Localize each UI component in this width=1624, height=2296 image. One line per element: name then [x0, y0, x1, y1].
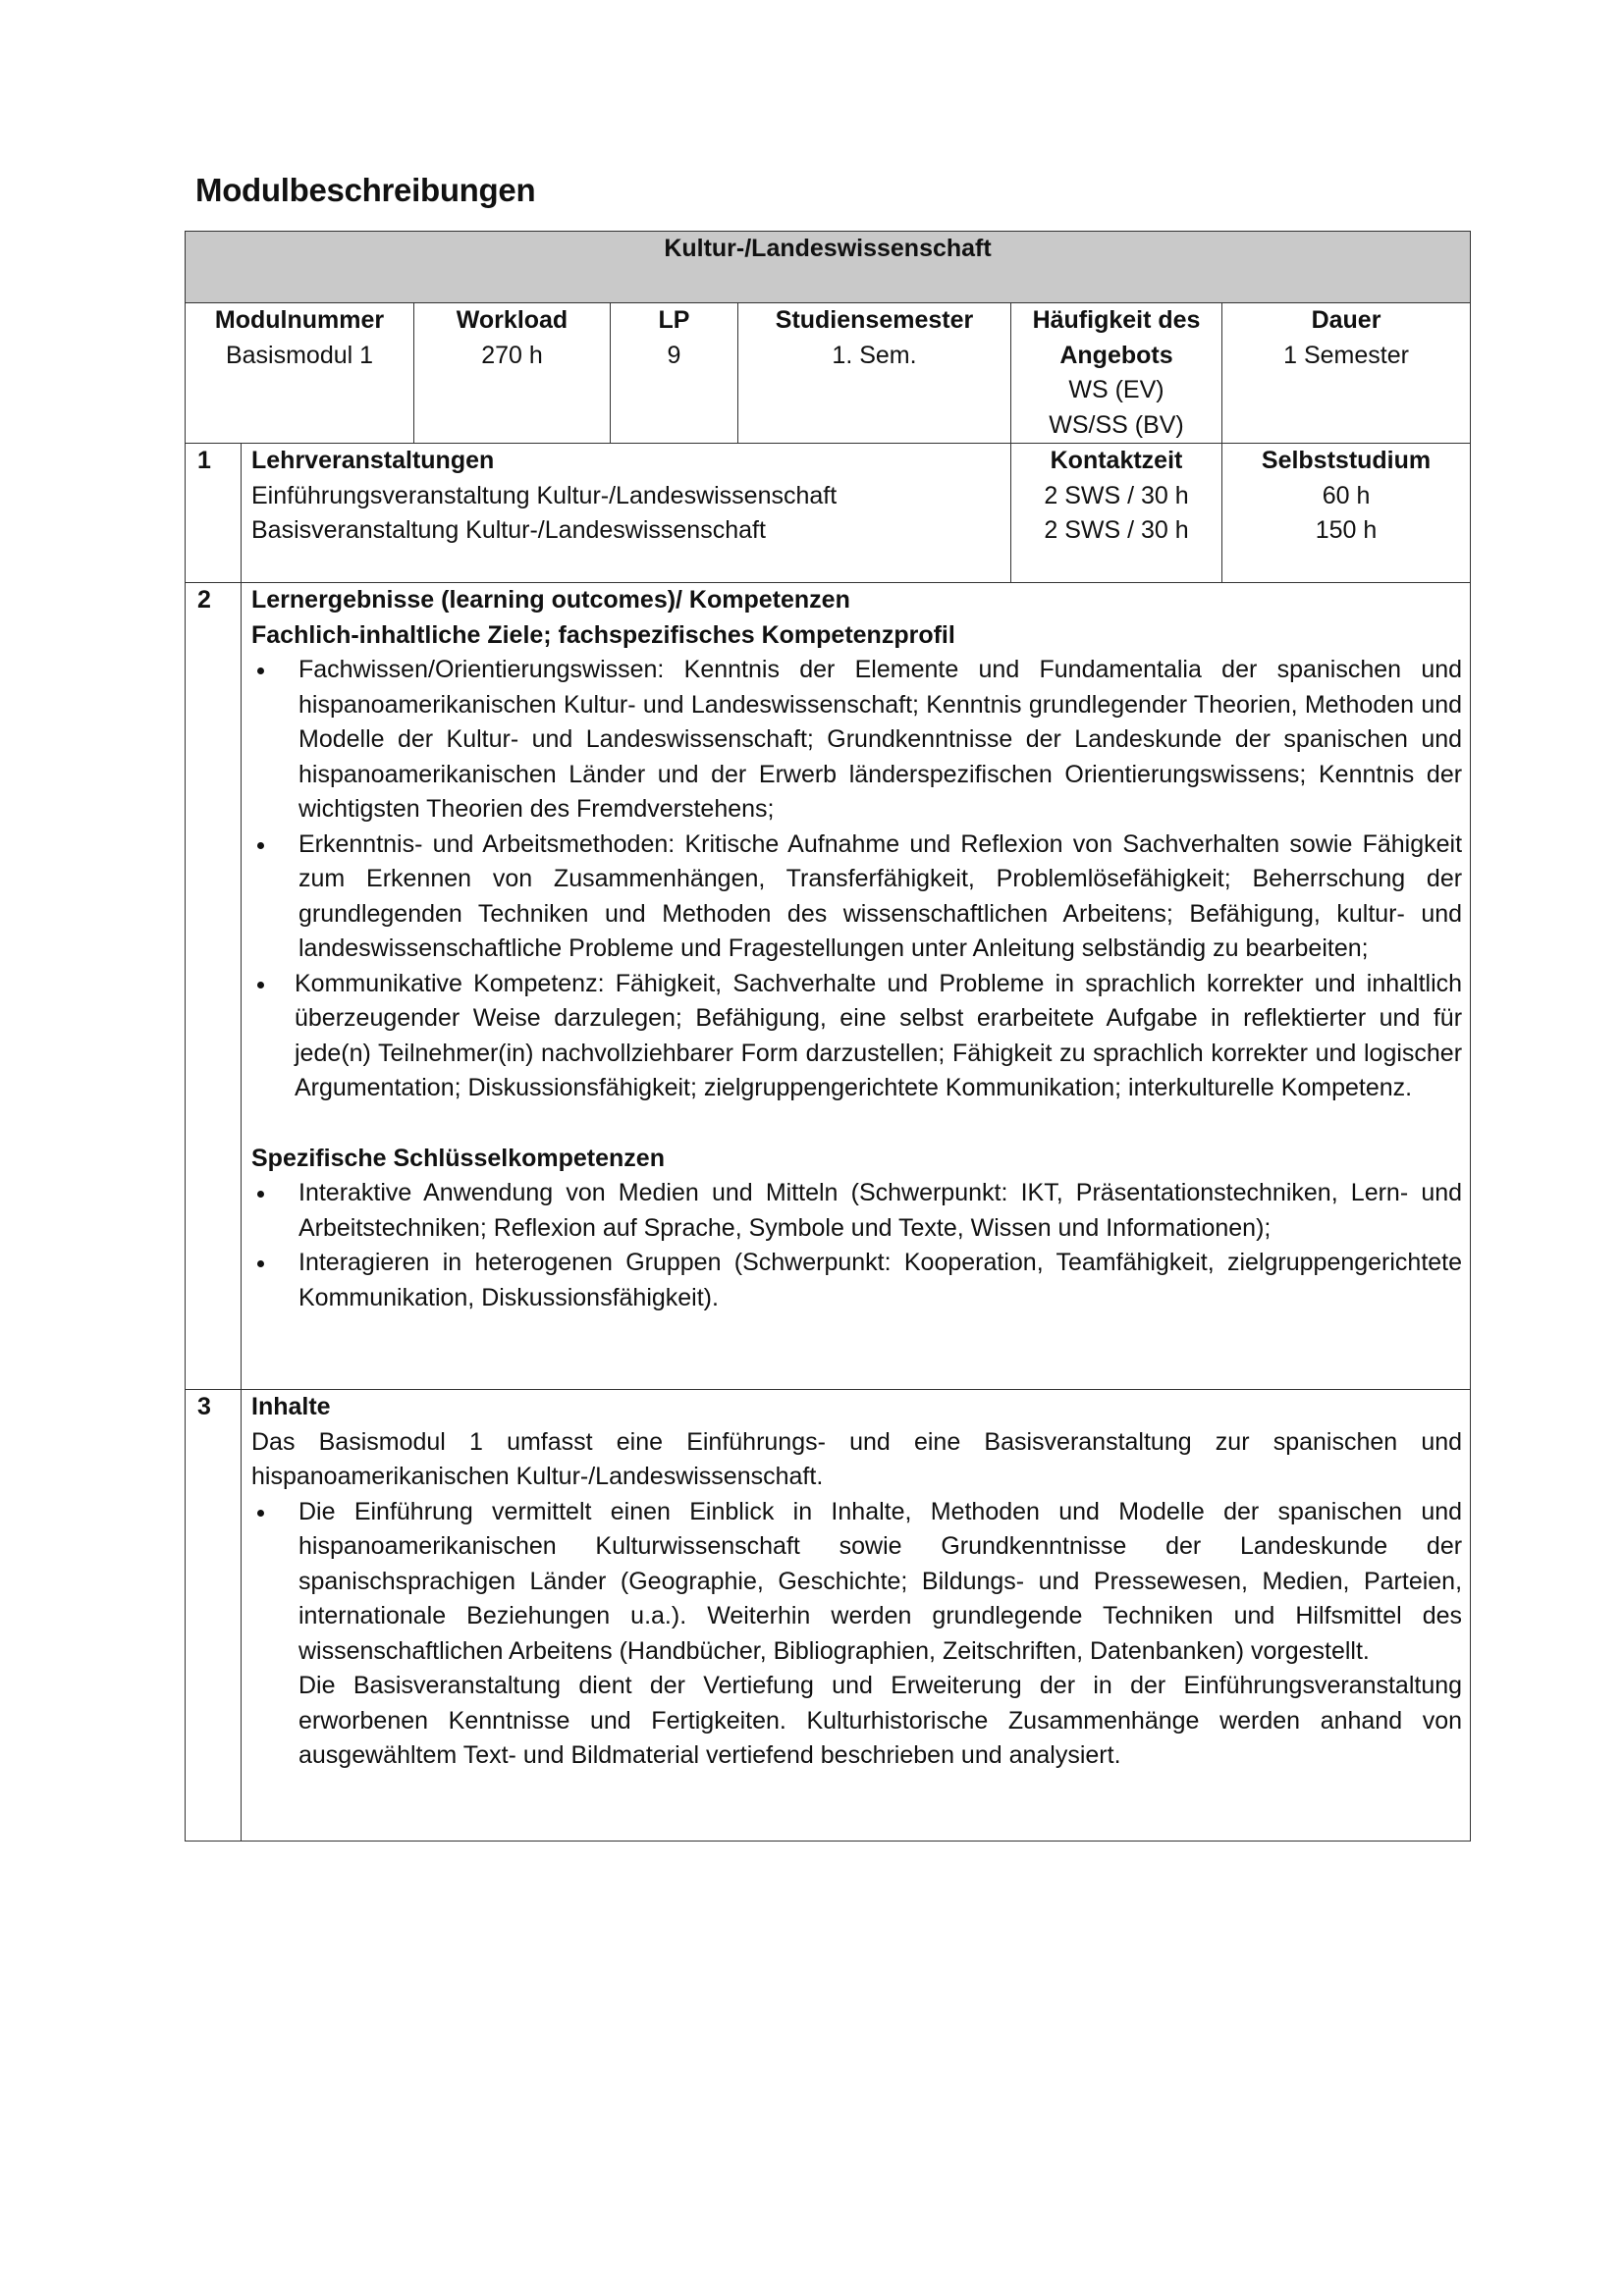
module-info-row [186, 303, 1471, 444]
lp-value: 9 [667, 341, 681, 369]
dauer-label: Dauer [1311, 306, 1381, 334]
haeufigkeit-value: WS (EV) [1068, 376, 1164, 403]
lehrveranstaltungen-heading: Lehrveranstaltungen [251, 447, 495, 474]
studiensemester-label: Studiensemester [775, 306, 974, 334]
haeufigkeit-cell [1011, 303, 1222, 444]
studiensemester-cell [738, 303, 1011, 444]
dauer-cell [1222, 303, 1471, 444]
kontaktzeit-value: 2 SWS / 30 h [1044, 481, 1189, 509]
section-3-number: 3 [186, 1390, 242, 1842]
haeufigkeit-label: Häufigkeit des [1032, 306, 1201, 334]
selbststudium-value: 150 h [1315, 516, 1378, 544]
lernergebnisse-cell [242, 583, 1471, 1390]
studiensemester-value: 1. Sem. [832, 341, 917, 369]
goals-list [251, 653, 1462, 1106]
module-table [185, 231, 1471, 1842]
inhalte-cell [242, 1390, 1471, 1842]
modulnummer-label: Modulnummer [214, 306, 385, 334]
section-1-row [186, 444, 1471, 583]
inhalte-intro: Das Basismodul 1 umfasst eine Einführungs- und eine Basisveranstaltung zur spanischen und hispanoamerikanischen Kultur-/Landeswissenschaft. [251, 1427, 1463, 1490]
modulnummer-cell [186, 303, 414, 444]
section-1-number: 1 [186, 444, 242, 583]
course-item: Einführungsveranstaltung Kultur-/Landeswissenschaft [251, 481, 838, 509]
workload-value: 270 h [481, 341, 543, 369]
lehrveranstaltungen-cell [242, 444, 1011, 583]
course-item: Basisveranstaltung Kultur-/Landeswissenschaft [251, 516, 766, 544]
module-title: Kultur-/Landeswissenschaft [186, 232, 1471, 303]
list-item: Fachwissen/Orientierungswissen: Kenntnis der Elemente und Fundamentalia der spanischen und hispanoamerikanischen Kultur- und Landeswissenschaft; Kenntnis grundlegender Theorien, Methoden und Modelle der Kultur- und Landeswissenschaft; Grundkenntnisse der Landeskunde der spanischen und hispanoamerikanischen Länder und der Erwerb länderspezifischen Orientierungswissens; Kenntnis der wichtigsten Theorien des Fremdverstehens; [251, 653, 1462, 828]
inhalte-bullet-continuation: Die Basisveranstaltung dient der Vertiefung und Erweiterung der in der Einführungsveranstaltung erworbenen Kenntnisse und Fertigkeiten. Kulturhistorische Zusammenhänge werden anhand von ausgewähltem Text- und Bildmaterial vertiefend beschrieben und analysiert. [298, 1672, 1463, 1769]
fachliche-ziele-heading: Fachlich-inhaltliche Ziele; fachspezifisches Kompetenzprofil [251, 620, 955, 649]
schluesselkompetenzen-heading: Spezifische Schlüsselkompetenzen [251, 1144, 665, 1172]
key-competencies-list [251, 1176, 1462, 1315]
selbststudium-value: 60 h [1322, 481, 1371, 509]
list-item [251, 1495, 1462, 1774]
section-3-row [186, 1390, 1471, 1842]
selbststudium-cell [1222, 444, 1471, 583]
kontaktzeit-label: Kontaktzeit [1050, 447, 1183, 474]
page-title: Modulbeschreibungen [195, 172, 536, 208]
inhalte-heading: Inhalte [251, 1393, 331, 1420]
section-2-number: 2 [186, 583, 242, 1390]
selbststudium-label: Selbststudium [1261, 447, 1432, 474]
lp-label: LP [658, 306, 690, 334]
section-2-row [186, 583, 1471, 1390]
haeufigkeit-label-2: Angebots [1059, 341, 1173, 369]
workload-label: Workload [456, 306, 568, 334]
inhalte-bullet-text: Die Einführung vermittelt einen Einblick in Inhalte, Methoden und Modelle der spanischen und hispanoamerikanischen Kulturwissenschaft sowie Grundkenntnisse der Landeskunde der spanischsprachigen Länder (Geographie, Geschichte; Bildungs- und Pressewesen, Medien, Parteien, internationale Beziehungen u.a.). Weiterhin werden grundlegende Techniken und Hilfsmittel des wissenschaftlichen Arbeitens (Handbücher, Bibliographien, Zeitschriften, Datenbanken) vorgestellt. [298, 1497, 1463, 1665]
workload-cell [414, 303, 611, 444]
dauer-value: 1 Semester [1283, 341, 1409, 369]
modulnummer-value: Basismodul 1 [225, 341, 374, 369]
list-item: Erkenntnis- und Arbeitsmethoden: Kritische Aufnahme und Reflexion von Sachverhalten sowie Fähigkeit zum Erkennen von Zusammenhängen, Transferfähigkeit, Problemlösefähigkeit; Beherrschung der grundlegenden Techniken und Methoden des wissenschaftlichen Arbeitens; Befähigung, kultur- und landeswissenschaftliche Probleme und Fragestellungen unter Anleitung selbständig zu bearbeiten; [251, 828, 1462, 967]
list-item: Kommunikative Kompetenz: Fähigkeit, Sachverhalte und Probleme in sprachlich korrekter und inhaltlich überzeugender Weise darzulegen; Befähigung, eine selbst erarbeitete Aufgabe in reflektierter und für jede(n) Teilnehmer(in) nachvollziehbarer Form darzustellen; Fähigkeit zu sprachlich korrekter und logischer Argumentation; Diskussionsfähigkeit; zielgruppengerichtete Kommunikation; interkulturelle Kompetenz. [251, 967, 1462, 1106]
kontaktzeit-cell [1011, 444, 1222, 583]
lernergebnisse-heading: Lernergebnisse (learning outcomes)/ Kompetenzen [251, 586, 850, 614]
inhalte-list [251, 1495, 1462, 1774]
kontaktzeit-value: 2 SWS / 30 h [1044, 516, 1189, 544]
list-item: Interaktive Anwendung von Medien und Mitteln (Schwerpunkt: IKT, Präsentationstechniken, Lern- und Arbeitstechniken; Reflexion auf Sprache, Symbole und Texte, Wissen und Informationen); [251, 1176, 1462, 1246]
haeufigkeit-value-2: WS/SS (BV) [1049, 410, 1184, 439]
lp-cell [611, 303, 738, 444]
list-item: Interagieren in heterogenen Gruppen (Schwerpunkt: Kooperation, Teamfähigkeit, zielgruppengerichtete Kommunikation, Diskussionsfähigkeit). [251, 1246, 1462, 1315]
